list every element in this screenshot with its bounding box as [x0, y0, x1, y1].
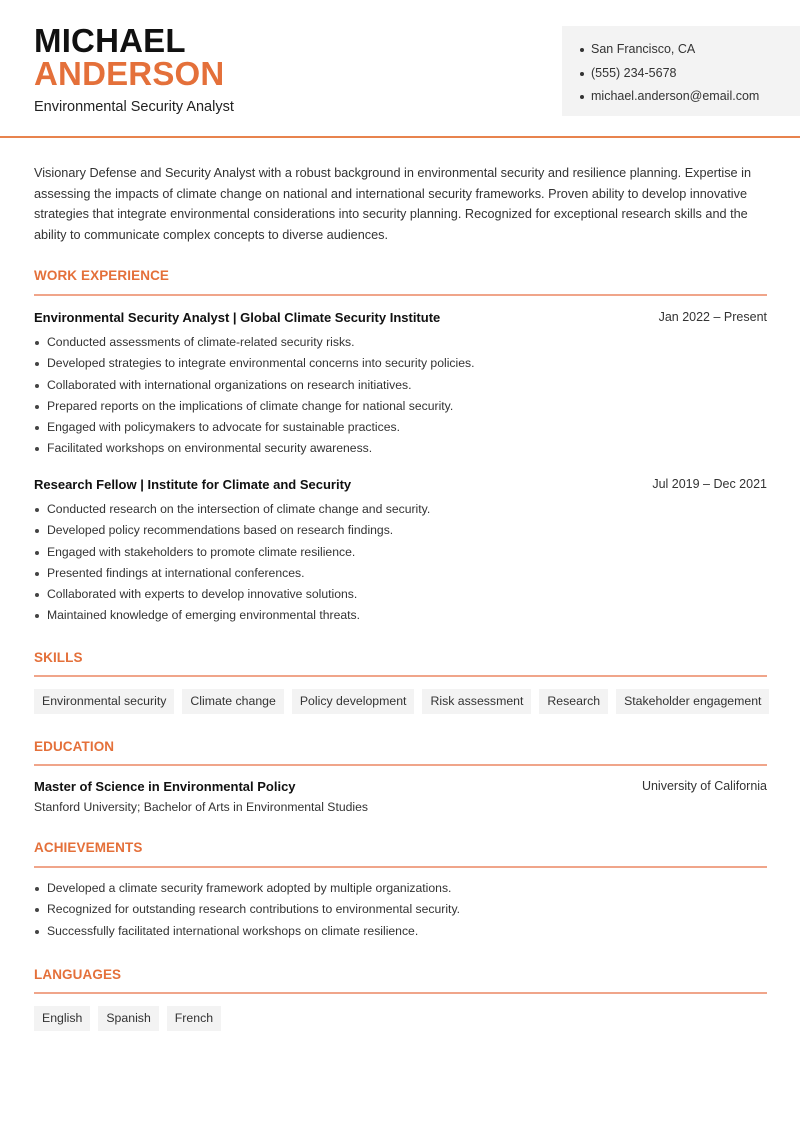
job-bullets [34, 499, 430, 627]
contact-box [562, 26, 800, 116]
contact-email[interactable]: michael.anderson@email.com [580, 85, 800, 109]
language-tag: French [167, 1006, 221, 1031]
job-heading: Environmental Security Analyst | Global Climate Security Institute [34, 310, 441, 325]
contact-phone: (555) 234-5678 [580, 62, 800, 86]
language-tag: Spanish [98, 1006, 158, 1031]
education-school: University of California [641, 779, 767, 793]
job-dates: Jul 2019 – Dec 2021 [652, 477, 767, 491]
list-item: Presented findings at international conferences. [34, 563, 430, 584]
list-item: Engaged with stakeholders to promote climate resilience. [34, 542, 430, 563]
list-item: Successfully facilitated international workshops on climate resilience. [34, 921, 460, 942]
last-name: ANDERSON [34, 55, 225, 92]
list-item: Conducted research on the intersection of climate change and security. [34, 499, 430, 520]
language-tags [34, 1006, 221, 1031]
list-item: Developed strategies to integrate environmental concerns into security policies. [34, 353, 474, 374]
skill-tag: Risk assessment [422, 689, 531, 714]
section-divider [34, 764, 767, 766]
list-item: Developed a climate security framework adopted by multiple organizations. [34, 878, 460, 899]
education-degree: Master of Science in Environmental Policy [34, 779, 296, 794]
education-detail: Stanford University; Bachelor of Arts in Environmental Studies [34, 800, 368, 814]
summary: Visionary Defense and Security Analyst with a robust background in environmental security and resilience planning. Expertise in assessing the impacts of climate change on national and international security frameworks. Proven ability to develop innovative strategies that integrate environmental considerations into security planning. Recognized for exceptional research skills and the ability to communicate complex concepts to diverse audiences. [34, 166, 752, 242]
resume-header [0, 0, 800, 138]
skill-tag: Environmental security [34, 689, 174, 714]
list-item: Collaborated with international organizations on research initiatives. [34, 375, 474, 396]
list-item: Engaged with policymakers to advocate for sustainable practices. [34, 417, 474, 438]
section-divider [34, 992, 767, 994]
section-divider [34, 675, 767, 677]
job-role: Environmental Security Analyst [34, 99, 234, 115]
language-tag: English [34, 1006, 90, 1031]
job-heading: Research Fellow | Institute for Climate and Security [34, 477, 352, 492]
section-title-languages: LANGUAGES [34, 967, 122, 982]
achievement-bullets [34, 878, 460, 942]
section-divider [34, 866, 767, 868]
section-divider [34, 294, 767, 296]
skill-tag: Policy development [292, 689, 415, 714]
list-item: Recognized for outstanding research contributions to environmental security. [34, 899, 460, 920]
job-bullets [34, 332, 474, 460]
list-item: Maintained knowledge of emerging environmental threats. [34, 605, 430, 626]
job-dates: Jan 2022 – Present [658, 310, 767, 324]
section-title-education: EDUCATION [34, 739, 115, 754]
contact-location: San Francisco, CA [580, 38, 800, 62]
skills-tags [34, 689, 769, 714]
section-title-work-experience: WORK EXPERIENCE [34, 268, 170, 283]
skill-tag: Stakeholder engagement [616, 689, 769, 714]
skill-tag: Research [539, 689, 608, 714]
section-title-achievements: ACHIEVEMENTS [34, 840, 143, 855]
list-item: Conducted assessments of climate-related security risks. [34, 332, 474, 353]
list-item: Collaborated with experts to develop innovative solutions. [34, 584, 430, 605]
first-name: MICHAEL [34, 22, 186, 59]
list-item: Facilitated workshops on environmental security awareness. [34, 438, 474, 459]
list-item: Developed policy recommendations based on research findings. [34, 520, 430, 541]
skill-tag: Climate change [182, 689, 283, 714]
section-title-skills: SKILLS [34, 650, 83, 665]
list-item: Prepared reports on the implications of climate change for national security. [34, 396, 474, 417]
